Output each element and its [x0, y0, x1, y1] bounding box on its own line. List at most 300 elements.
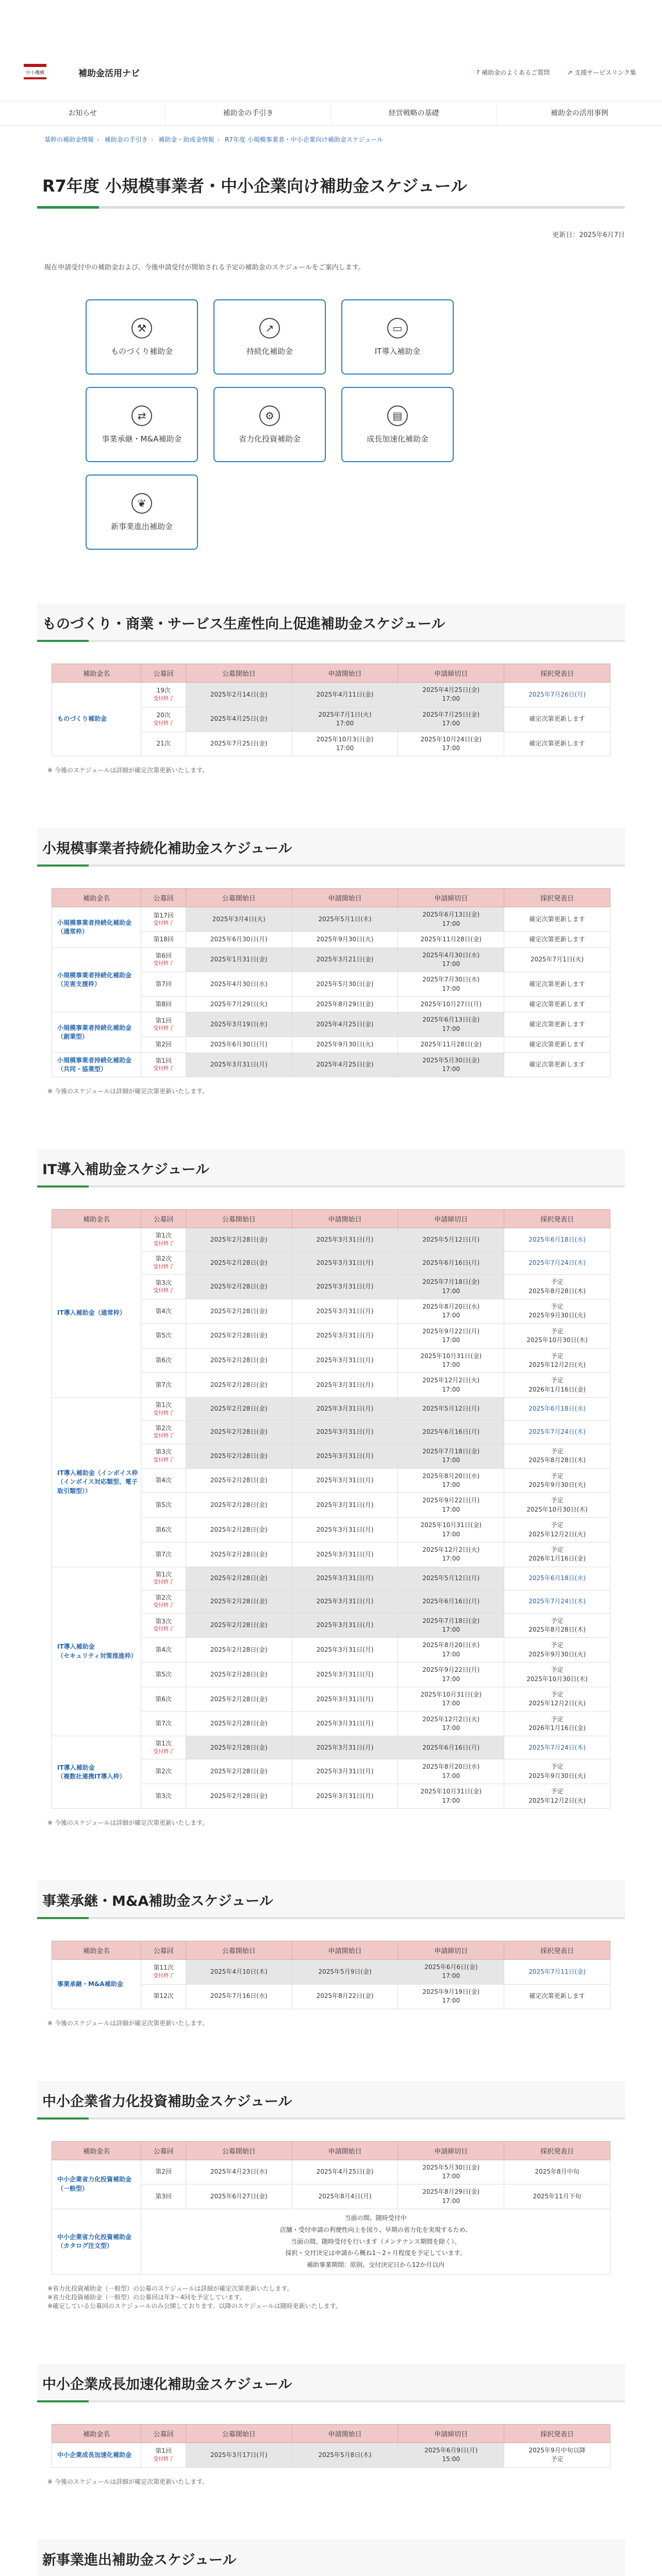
round-label: 第1次 — [155, 1401, 172, 1409]
date-cell: 2025年11月28日(金) — [398, 1037, 504, 1053]
schedule-section — [37, 1149, 625, 1827]
column-header: 公募回 — [141, 1210, 186, 1228]
table-row — [52, 2160, 610, 2184]
round-cell — [141, 1299, 186, 1324]
schedule-table-wrap — [37, 888, 625, 1077]
date-cell: 2025年12月2日(火) 17:00 — [398, 1711, 504, 1736]
closed-badge: 受付終了 — [153, 1026, 174, 1032]
date-cell: 2025年8月20日(水) 17:00 — [398, 1638, 504, 1663]
schedule-table-wrap — [37, 2424, 625, 2468]
date-cell: 2025年3月31日(月) — [292, 1299, 398, 1324]
result-cell: 確定次第更新します — [504, 732, 610, 756]
date-cell: 2025年6月9日(月) 15:00 — [398, 2443, 504, 2468]
program-name[interactable]: 中小企業成長加速化補助金 — [52, 2443, 141, 2468]
link-icon: ↗ — [567, 69, 573, 76]
date-cell: 2025年10月31日(金) 17:00 — [398, 1784, 504, 1809]
result-cell: 予定 2026年1月16日(金) — [504, 1711, 610, 1736]
section-underline — [37, 2400, 625, 2402]
result-cell: 予定 2025年8月28日(木) — [504, 1275, 610, 1299]
round-label: 第4次 — [155, 1307, 172, 1315]
round-label: 第2次 — [155, 1594, 172, 1601]
date-cell: 2025年3月31日(月) — [292, 1493, 398, 1518]
date-cell: 2025年3月31日(月) — [292, 1711, 398, 1736]
round-label: 第1次 — [155, 1740, 172, 1748]
round-cell — [141, 1037, 186, 1053]
round-label: 第3次 — [155, 1448, 172, 1456]
date-cell: 2025年8月20日(水) 17:00 — [398, 1299, 504, 1324]
breadcrumb-separator: › — [217, 136, 220, 143]
round-label: 第5次 — [155, 1670, 172, 1678]
date-cell: 2025年4月25日(金) — [292, 1053, 398, 1077]
program-note: 当面の間、随時受付中 店舗・受付申請の利便性向上を図り、早期の省力化を実現するため、 当面の間、随時受付を行います（メンテナンス期間を除く）。 採択・交付決定は申請から概ね1〜2ヶ月程度を予定しています。 補助事業期間：原則、交付決定日から12か月以内 — [141, 2209, 610, 2275]
round-cell — [141, 1468, 186, 1493]
round-label: 第6次 — [155, 1695, 172, 1703]
logo-mark: 中小機構 — [24, 64, 46, 79]
result-cell[interactable]: 2025年7月24日(木) — [504, 1590, 610, 1613]
column-header: 補助金名 — [52, 1941, 141, 1959]
date-cell: 2025年11月28日(金) — [398, 932, 504, 947]
date-cell: 2025年2月28日(金) — [186, 1228, 292, 1251]
date-cell: 2025年8月4日(月) — [292, 2184, 398, 2209]
column-header: 公募回 — [141, 664, 186, 683]
column-header: 公募回 — [141, 2141, 186, 2160]
header-link-support[interactable]: ↗ 支援サービスリンク集 — [567, 69, 636, 76]
column-header: 採択発表日 — [504, 889, 610, 907]
date-cell: 2025年3月31日(月) — [292, 1518, 398, 1543]
closed-badge: 受付終了 — [153, 1626, 174, 1633]
date-cell: 2025年3月31日(月) — [292, 1228, 398, 1251]
round-cell — [141, 1228, 186, 1251]
date-cell: 2025年10月27日(月) — [398, 997, 504, 1012]
site-logo[interactable] — [24, 64, 51, 79]
section-underline — [37, 865, 625, 867]
round-label: 第2次 — [155, 1255, 172, 1263]
schedule-section — [37, 828, 625, 1095]
subsidy-card-label: 省力化投資補助金 — [238, 434, 301, 444]
date-cell: 2025年3月31日(月) — [292, 1543, 398, 1567]
closed-badge: 受付終了 — [153, 1749, 174, 1755]
date-cell: 2025年7月29日(火) — [186, 997, 292, 1012]
schedule-table — [52, 1209, 610, 1809]
table-row — [52, 1053, 610, 1077]
table-header-row — [52, 1210, 610, 1228]
date-cell: 2025年2月28日(金) — [186, 1299, 292, 1324]
program-name[interactable]: 小規模事業者持続化補助金 （創業型） — [52, 1012, 141, 1053]
subsidy-card[interactable] — [213, 299, 326, 375]
result-cell[interactable]: 2025年7月24日(木) — [504, 1251, 610, 1275]
program-name[interactable]: 小規模事業者持続化補助金 （災害支援枠） — [52, 947, 141, 1012]
date-cell: 2025年4月11日(金) — [292, 683, 398, 707]
closed-badge: 受付終了 — [153, 1603, 174, 1609]
date-cell: 2025年10月31日(金) 17:00 — [398, 1348, 504, 1373]
breadcrumb-item[interactable]: 基幹の補助金情報 — [44, 136, 94, 143]
result-cell: 予定 2025年12月2日(火) — [504, 1348, 610, 1373]
round-cell — [141, 1736, 186, 1759]
subsidy-card[interactable] — [86, 299, 198, 375]
date-cell: 2025年3月31日(月) — [292, 1663, 398, 1687]
header-links — [476, 68, 636, 77]
subsidy-card[interactable] — [341, 299, 454, 375]
column-header: 公募回 — [141, 1941, 186, 1959]
column-header: 申請締切日 — [398, 2141, 504, 2160]
date-cell: 2025年4月30日(水) — [186, 972, 292, 997]
breadcrumb-separator: › — [151, 136, 154, 143]
result-cell[interactable]: 2025年6月18日(水) — [504, 1398, 610, 1421]
date-cell: 2025年8月29日(金) — [292, 997, 398, 1012]
schedule-table-wrap — [37, 2141, 625, 2275]
result-cell: 確定次第更新します — [504, 1053, 610, 1077]
program-name[interactable]: IT導入補助金 （複数社連携IT導入枠） — [52, 1736, 141, 1808]
schedule-table-wrap — [37, 1209, 625, 1809]
program-name[interactable]: ものづくり補助金 — [52, 683, 141, 756]
program-name[interactable]: IT導入補助金 （セキュリティ対策推進枠） — [52, 1567, 141, 1736]
round-label: 第3次 — [155, 1618, 172, 1625]
round-label: 第3次 — [155, 1792, 172, 1800]
column-header: 公募回 — [141, 889, 186, 907]
result-cell: 予定 2025年12月2日(火) — [504, 1687, 610, 1711]
column-header: 補助金名 — [52, 1210, 141, 1228]
result-cell[interactable]: 2025年6月18日(水) — [504, 1567, 610, 1590]
result-cell: 確定次第更新します — [504, 1037, 610, 1053]
round-cell — [141, 1567, 186, 1590]
column-header: 公募開始日 — [186, 2141, 292, 2160]
section-title: 中小企業成長加速化補助金スケジュール — [37, 2364, 625, 2400]
question-icon: ? — [476, 69, 480, 76]
round-cell — [141, 972, 186, 997]
schedule-section — [37, 603, 625, 774]
date-cell: 2025年3月31日(月) — [292, 1398, 398, 1421]
date-cell: 2025年6月13日(金) 17:00 — [398, 907, 504, 932]
date-cell: 2025年2月28日(金) — [186, 1567, 292, 1590]
result-cell: 予定 2025年9月30日(火) — [504, 1468, 610, 1493]
program-name[interactable]: 小規模事業者持続化補助金 （通常枠） — [52, 907, 141, 947]
round-label: 第5次 — [155, 1501, 172, 1509]
section-footnote: ※ 今後のスケジュールは詳細が確定次第更新いたします。 — [47, 1088, 209, 1095]
monitor-icon: ▭ — [387, 318, 408, 338]
date-cell: 2025年6月30日(月) — [186, 932, 292, 947]
result-cell: 予定 2025年12月2日(火) — [504, 1784, 610, 1809]
round-label: 第2次 — [155, 1425, 172, 1432]
result-cell: 予定 2025年9月30日(火) — [504, 1638, 610, 1663]
table-row — [52, 2443, 610, 2468]
date-cell: 2025年2月28日(金) — [186, 1784, 292, 1809]
schedule-sections — [37, 603, 625, 2576]
date-cell: 2025年3月31日(月) — [292, 1759, 398, 1784]
date-cell: 2025年5月12日(月) — [398, 1567, 504, 1590]
result-cell: 確定次第更新します — [504, 932, 610, 947]
date-cell: 2025年9月30日(火) — [292, 1037, 398, 1053]
breadcrumb-item[interactable]: 補助金の手引き — [104, 136, 148, 143]
section-underline — [37, 1917, 625, 1919]
date-cell: 2025年8月29日(金) 17:00 — [398, 2184, 504, 2209]
program-name[interactable]: 事業承継・M&A補助金 — [52, 1959, 141, 2009]
date-cell: 2025年10月3日(金) 17:00 — [292, 732, 398, 756]
result-cell[interactable]: 2025年7月24日(木) — [504, 1736, 610, 1759]
round-cell — [141, 947, 186, 972]
site-title[interactable]: 補助金活用ナビ — [78, 69, 140, 79]
column-header: 公募開始日 — [186, 664, 292, 683]
section-title: 新事業進出補助金スケジュール — [37, 2539, 625, 2576]
column-header: 申請開始日 — [292, 1210, 398, 1228]
sprout-icon: ❦ — [131, 493, 152, 514]
column-header: 申請締切日 — [398, 1210, 504, 1228]
column-header: 公募開始日 — [186, 1941, 292, 1959]
result-cell[interactable]: 2025年7月11日(金) — [504, 1959, 610, 1984]
round-label: 第1次 — [155, 1570, 172, 1578]
section-footnote: ※ 今後のスケジュールは詳細が確定次第更新いたします。 — [47, 2019, 209, 2027]
column-header: 申請開始日 — [292, 1941, 398, 1959]
result-cell: 予定 2025年9月30日(火) — [504, 1759, 610, 1784]
section-underline — [37, 1185, 625, 1188]
program-name[interactable]: 小規模事業者持続化補助金 （共同・協業型） — [52, 1053, 141, 1077]
schedule-table-wrap — [37, 664, 625, 756]
column-header: 補助金名 — [52, 664, 141, 683]
round-cell — [141, 1444, 186, 1468]
date-cell: 2025年9月30日(火) — [292, 932, 398, 947]
table-row — [52, 907, 610, 932]
date-cell: 2025年2月28日(金) — [186, 1759, 292, 1784]
date-cell: 2025年7月18日(金) 17:00 — [398, 1613, 504, 1638]
closed-badge: 受付終了 — [153, 1066, 174, 1072]
program-name[interactable]: 中小企業省力化投資補助金 （一般型） — [52, 2160, 141, 2209]
round-cell — [141, 1324, 186, 1348]
date-cell: 2025年2月28日(金) — [186, 1711, 292, 1736]
date-cell: 2025年3月31日(月) — [186, 1053, 292, 1077]
column-header: 申請開始日 — [292, 2425, 398, 2443]
round-cell — [141, 683, 186, 707]
round-label: 第7次 — [155, 1381, 172, 1389]
subsidy-card[interactable] — [213, 387, 326, 462]
round-label: 第3次 — [155, 1279, 172, 1286]
breadcrumb-current: R7年度 小規模事業者・中小企業向け補助金スケジュール — [224, 136, 384, 143]
date-cell: 2025年6月27日(金) — [186, 2184, 292, 2209]
date-cell: 2025年2月28日(金) — [186, 1348, 292, 1373]
date-cell: 2025年3月19日(水) — [186, 1012, 292, 1037]
schedule-table — [52, 888, 610, 1077]
closed-badge: 受付終了 — [153, 1433, 174, 1439]
date-cell: 2025年3月31日(月) — [292, 1421, 398, 1444]
column-header: 採択発表日 — [504, 1210, 610, 1228]
column-header: 申請開始日 — [292, 664, 398, 683]
date-cell: 2025年4月25日(金) — [292, 1012, 398, 1037]
header-link-faq[interactable]: ? 補助金のよくあるご質問 — [476, 69, 550, 76]
date-cell: 2025年9月22日(月) 17:00 — [398, 1324, 504, 1348]
round-cell — [141, 707, 186, 732]
date-cell: 2025年7月1日(火) 17:00 — [292, 707, 398, 732]
round-label: 第7回 — [155, 980, 172, 988]
date-cell: 2025年4月25日(金) — [186, 707, 292, 732]
program-name[interactable]: IT導入補助金（インボイス枠（インボイス対応類型、電子取引類型）） — [52, 1398, 141, 1567]
result-cell: 予定 2025年8月28日(木) — [504, 1444, 610, 1468]
schedule-section — [37, 1880, 625, 2027]
schedule-table-wrap — [37, 1941, 625, 2009]
subsidy-card[interactable] — [86, 387, 198, 462]
column-header: 申請締切日 — [398, 2425, 504, 2443]
date-cell: 2025年3月31日(月) — [292, 1444, 398, 1468]
result-cell: 確定次第更新します — [504, 707, 610, 732]
table-row — [52, 1012, 610, 1037]
program-name[interactable]: 中小企業省力化投資補助金 （カタログ注文型） — [52, 2209, 141, 2275]
round-label: 第6次 — [155, 1357, 172, 1364]
date-cell: 2025年3月31日(月) — [292, 1251, 398, 1275]
date-cell: 2025年2月28日(金) — [186, 1543, 292, 1567]
table-header-row — [52, 889, 610, 907]
date-cell: 2025年7月30日(水) 17:00 — [398, 972, 504, 997]
date-cell: 2025年8月20日(水) 17:00 — [398, 1759, 504, 1784]
date-cell: 2025年6月16日(月) — [398, 1421, 504, 1444]
schedule-section — [37, 2081, 625, 2311]
schedule-table — [52, 664, 610, 756]
schedule-section — [37, 2364, 625, 2486]
date-cell: 2025年3月21日(金) — [292, 947, 398, 972]
round-cell — [141, 1493, 186, 1518]
date-cell: 2025年5月12日(月) — [398, 1398, 504, 1421]
nav-item-cases[interactable]: 補助金の活用事例 — [550, 109, 608, 117]
date-cell: 2025年10月31日(金) 17:00 — [398, 1687, 504, 1711]
table-row — [52, 1228, 610, 1251]
column-header: 公募回 — [141, 2425, 186, 2443]
round-cell — [141, 1638, 186, 1663]
date-cell: 2025年2月28日(金) — [186, 1251, 292, 1275]
date-cell: 2025年6月30日(月) — [186, 1037, 292, 1053]
round-label: 第2次 — [155, 1768, 172, 1775]
result-cell: 予定 2026年1月16日(金) — [504, 1543, 610, 1567]
date-cell: 2025年7月25日(金) — [186, 732, 292, 756]
nav-item-strategy[interactable]: 経営戦略の基礎 — [332, 101, 497, 125]
round-label: 第1回 — [155, 1016, 172, 1024]
column-header: 補助金名 — [52, 889, 141, 907]
round-cell — [141, 1759, 186, 1784]
date-cell: 2025年2月28日(金) — [186, 1398, 292, 1421]
result-cell: 予定 2025年9月30日(火) — [504, 1299, 610, 1324]
date-cell: 2025年2月28日(金) — [186, 1638, 292, 1663]
round-label: 第7次 — [155, 1550, 172, 1558]
nav-item-guide[interactable]: 補助金の手引き — [166, 101, 331, 125]
column-header: 申請締切日 — [398, 889, 504, 907]
table-row — [52, 1736, 610, 1759]
round-cell — [141, 1012, 186, 1037]
date-cell: 2025年6月16日(月) — [398, 1590, 504, 1613]
round-label: 第18回 — [153, 936, 174, 943]
date-cell: 2025年7月25日(金) 17:00 — [398, 707, 504, 732]
result-cell: 確定次第更新します — [504, 997, 610, 1012]
section-footnote: ※ 今後のスケジュールは詳細が確定次第更新いたします。 — [47, 1819, 209, 1826]
section-title: ものづくり・商業・サービス生産性向上促進補助金スケジュール — [37, 603, 625, 640]
closed-badge: 受付終了 — [153, 696, 174, 702]
date-cell: 2025年8月20日(水) 17:00 — [398, 1468, 504, 1493]
date-cell: 2025年4月30日(水) 17:00 — [398, 947, 504, 972]
subsidy-card[interactable] — [86, 474, 198, 550]
table-header-row — [52, 2141, 610, 2160]
round-label: 第2回 — [155, 2168, 172, 2176]
round-label: 第3回 — [155, 2192, 172, 2200]
column-header: 採択発表日 — [504, 2425, 610, 2443]
date-cell: 2025年3月17日(月) — [186, 2443, 292, 2468]
round-cell — [141, 1613, 186, 1638]
round-cell — [141, 997, 186, 1012]
round-cell — [141, 1663, 186, 1687]
date-cell: 2025年5月9日(金) — [292, 1959, 398, 1984]
date-cell: 2025年4月25日(金) 17:00 — [398, 683, 504, 707]
round-label: 第1次 — [155, 1232, 172, 1240]
title-underline — [37, 206, 625, 209]
round-label: 20次 — [156, 711, 171, 719]
date-cell: 2025年5月12日(月) — [398, 1228, 504, 1251]
date-cell: 2025年9月22日(月) 17:00 — [398, 1663, 504, 1687]
result-cell: 2025年11月下旬 — [504, 2184, 610, 2209]
column-header: 公募開始日 — [186, 1210, 292, 1228]
date-cell: 2025年3月31日(月) — [292, 1687, 398, 1711]
closed-badge: 受付終了 — [153, 2456, 174, 2462]
date-cell: 2025年4月23日(水) — [186, 2160, 292, 2184]
round-label: 第17回 — [153, 911, 174, 919]
result-cell: 2025年9月中旬以降 予定 — [504, 2443, 610, 2468]
round-label: 第2回 — [155, 1041, 172, 1048]
round-cell — [141, 1711, 186, 1736]
round-cell — [141, 1590, 186, 1613]
date-cell: 2025年2月28日(金) — [186, 1444, 292, 1468]
program-name[interactable]: IT導入補助金（通常枠） — [52, 1228, 141, 1398]
date-cell: 2025年6月16日(月) — [398, 1736, 504, 1759]
closed-badge: 受付終了 — [153, 1410, 174, 1416]
result-cell: 予定 2025年12月2日(火) — [504, 1518, 610, 1543]
date-cell: 2025年3月31日(月) — [292, 1275, 398, 1299]
column-header: 補助金名 — [52, 2425, 141, 2443]
section-footnote: ※ 今後のスケジュールは詳細が確定次第更新いたします。 — [47, 2478, 209, 2485]
table-row — [52, 2209, 610, 2275]
table-header-row — [52, 1941, 610, 1959]
column-header: 申請開始日 — [292, 889, 398, 907]
round-cell — [141, 1687, 186, 1711]
breadcrumb-separator: › — [97, 136, 100, 143]
date-cell: 2025年3月31日(月) — [292, 1590, 398, 1613]
breadcrumb-item[interactable]: 補助金・助成金情報 — [158, 136, 214, 143]
closed-badge: 受付終了 — [153, 1241, 174, 1247]
result-cell[interactable]: 2025年6月18日(水) — [504, 1228, 610, 1251]
date-cell: 2025年3月31日(月) — [292, 1324, 398, 1348]
column-header: 採択発表日 — [504, 1941, 610, 1959]
date-cell: 2025年5月30日(金) 17:00 — [398, 2160, 504, 2184]
date-cell: 2025年2月28日(金) — [186, 1687, 292, 1711]
date-cell: 2025年3月31日(月) — [292, 1638, 398, 1663]
result-cell: 確定次第更新します — [504, 1984, 610, 2009]
result-cell[interactable]: 2025年7月26日(月) — [504, 683, 610, 707]
date-cell: 2025年7月18日(金) 17:00 — [398, 1275, 504, 1299]
intro-text: 現在申請受付中の補助金および、今後申請受付が開始される予定の補助金のスケジュールをご案内します。 — [44, 264, 365, 272]
table-row — [52, 683, 610, 707]
section-underline — [37, 640, 625, 642]
table-header-row — [52, 664, 610, 683]
date-cell: 2025年1月31日(金) — [186, 947, 292, 972]
column-header: 申請開始日 — [292, 2141, 398, 2160]
date-cell: 2025年2月28日(金) — [186, 1518, 292, 1543]
result-cell[interactable]: 2025年7月24日(木) — [504, 1421, 610, 1444]
global-nav — [0, 101, 662, 126]
growth-icon: ↗ — [259, 318, 280, 338]
round-label: 第1回 — [155, 2447, 172, 2455]
section-title: IT導入補助金スケジュール — [37, 1149, 625, 1185]
subsidy-card[interactable] — [341, 387, 454, 462]
date-cell: 2025年2月28日(金) — [186, 1421, 292, 1444]
nav-item-news[interactable]: お知らせ — [0, 101, 166, 125]
date-cell: 2025年4月10日(木) — [186, 1959, 292, 1984]
round-cell — [141, 1053, 186, 1077]
section-underline — [37, 2117, 625, 2120]
date-cell: 2025年3月31日(月) — [292, 1784, 398, 1809]
round-cell — [141, 1518, 186, 1543]
round-cell — [141, 1373, 186, 1398]
subsidy-card-label: 持続化補助金 — [246, 346, 293, 356]
